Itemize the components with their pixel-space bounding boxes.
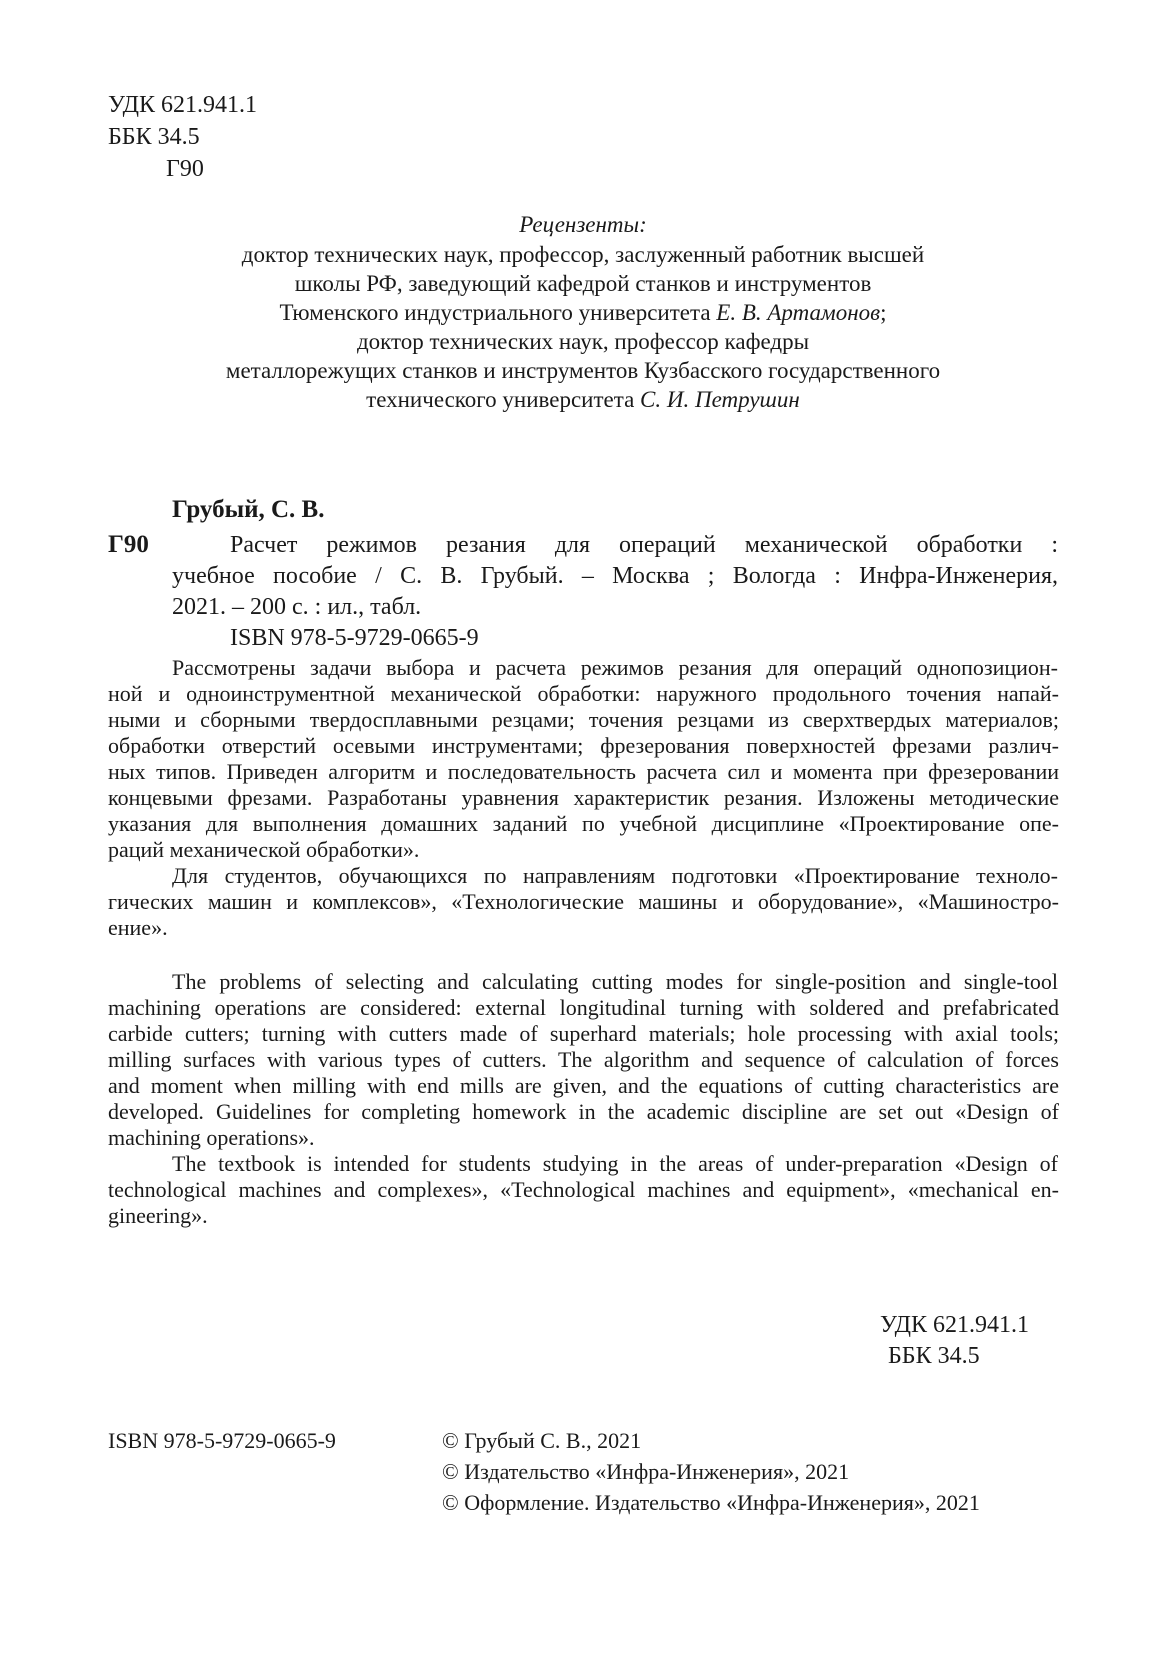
abstract-en-line: milling surfaces with various types of cutters. The algorithm and sequence of calculation of forces — [108, 1047, 1059, 1072]
reviewers-title: Рецензенты: — [519, 212, 647, 237]
abstract-en-line: carbide cutters; turning with cutters made of superhard materials; hole processing with axial tools; — [108, 1021, 1059, 1046]
bbk-code-top: ББК 34.5 — [108, 124, 200, 150]
reviewer-line — [0, 298, 1166, 328]
abstract-ru-line: концевыми фрезами. Разработаны уравнения характеристик резания. Изложены методические — [108, 785, 1059, 810]
reviewer-affiliation: технического университета — [366, 387, 641, 412]
reviewer-line: доктор технических наук, профессор, заслуженный работник высшей — [241, 242, 925, 267]
abstract-en-line: gineering». — [108, 1203, 208, 1228]
abstract-en-line: machining operations are considered: external longitudinal turning with soldered and prefabricated — [108, 995, 1059, 1020]
abstract-ru-line: ной и одноинструментной механической обработки: наружного продольного точения напай- — [108, 681, 1059, 706]
reviewer-line: металлорежущих станков и инструментов Кузбасского государственного — [225, 358, 941, 383]
abstract-ru-line: ных типов. Приведен алгоритм и последовательность расчета сил и момента при фрезеровании — [108, 759, 1059, 784]
copyright-line: © Издательство «Инфра-Инженерия», 2021 — [442, 1459, 850, 1484]
author-code-top: Г90 — [166, 156, 204, 182]
bbk-code-bottom: ББК 34.5 — [888, 1343, 980, 1369]
abstract-ru-line: Рассмотрены задачи выбора и расчета режимов резания для операций однопозицион- — [172, 655, 1058, 680]
record-title-line: учебное пособие / С. В. Грубый. – Москва ; Вологда : Инфра-Инженерия, — [172, 563, 1058, 589]
abstract-ru-line: обработки отверстий осевыми инструментами; фрезерования поверхностей фрезами различ- — [108, 733, 1059, 758]
abstract-ru-line: указания для выполнения домашних заданий по учебной дисциплине «Проектирование опе- — [108, 811, 1059, 836]
reviewer-name: С. И. Петрушин — [640, 387, 800, 412]
abstract-en-line: developed. Guidelines for completing homework in the academic discipline are set out «Design of — [108, 1099, 1059, 1124]
copyright-line: © Оформление. Издательство «Инфра-Инженерия», 2021 — [442, 1490, 980, 1515]
abstract-en-line: machining operations». — [108, 1125, 315, 1150]
abstract-ru-line: ение». — [108, 915, 168, 940]
reviewer-affiliation: Тюменского индустриального университета — [279, 300, 717, 325]
abstract-en-line: technological machines and complexes», «Technological machines and equipment», «mechanical en- — [108, 1177, 1059, 1202]
reviewer-separator: ; — [880, 300, 887, 325]
footer-isbn: ISBN 978-5-9729-0665-9 — [108, 1428, 336, 1453]
copyright-line: © Грубый С. В., 2021 — [442, 1428, 642, 1453]
reviewer-line: доктор технических наук, профессор кафедры — [356, 329, 810, 354]
record-author-code: Г90 — [108, 531, 149, 558]
reviewer-line: школы РФ, заведующий кафедрой станков и инструментов — [294, 271, 872, 296]
abstract-en-line: The problems of selecting and calculating cutting modes for single-position and single-tool — [172, 969, 1058, 994]
abstract-en-line: and moment when milling with end mills are given, and the equations of cutting characteristics are — [108, 1073, 1059, 1098]
abstract-en-line: The textbook is intended for students studying in the areas of under-preparation «Design of — [172, 1151, 1058, 1176]
abstract-ru-line: ными и сборными твердосплавными резцами; точения резцами из сверхтвердых материалов; — [108, 707, 1059, 732]
reviewer-line — [0, 385, 1166, 415]
abstract-ru-line: гических машин и комплексов», «Технологические машины и оборудование», «Машиностро- — [108, 889, 1059, 914]
record-isbn: ISBN 978-5-9729-0665-9 — [230, 625, 479, 651]
record-title-line: Расчет режимов резания для операций механической обработки : — [230, 532, 1058, 558]
udk-code-bottom: УДК 621.941.1 — [880, 1312, 1029, 1338]
udk-code-top: УДК 621.941.1 — [108, 92, 257, 118]
abstract-ru-line: раций механической обработки». — [108, 837, 420, 862]
record-author: Грубый, С. В. — [172, 496, 325, 523]
record-title-line: 2021. – 200 с. : ил., табл. — [172, 594, 422, 620]
abstract-ru-line: Для студентов, обучающихся по направлениям подготовки «Проектирование техноло- — [172, 863, 1058, 888]
reviewer-name: Е. В. Артамонов — [716, 300, 881, 325]
